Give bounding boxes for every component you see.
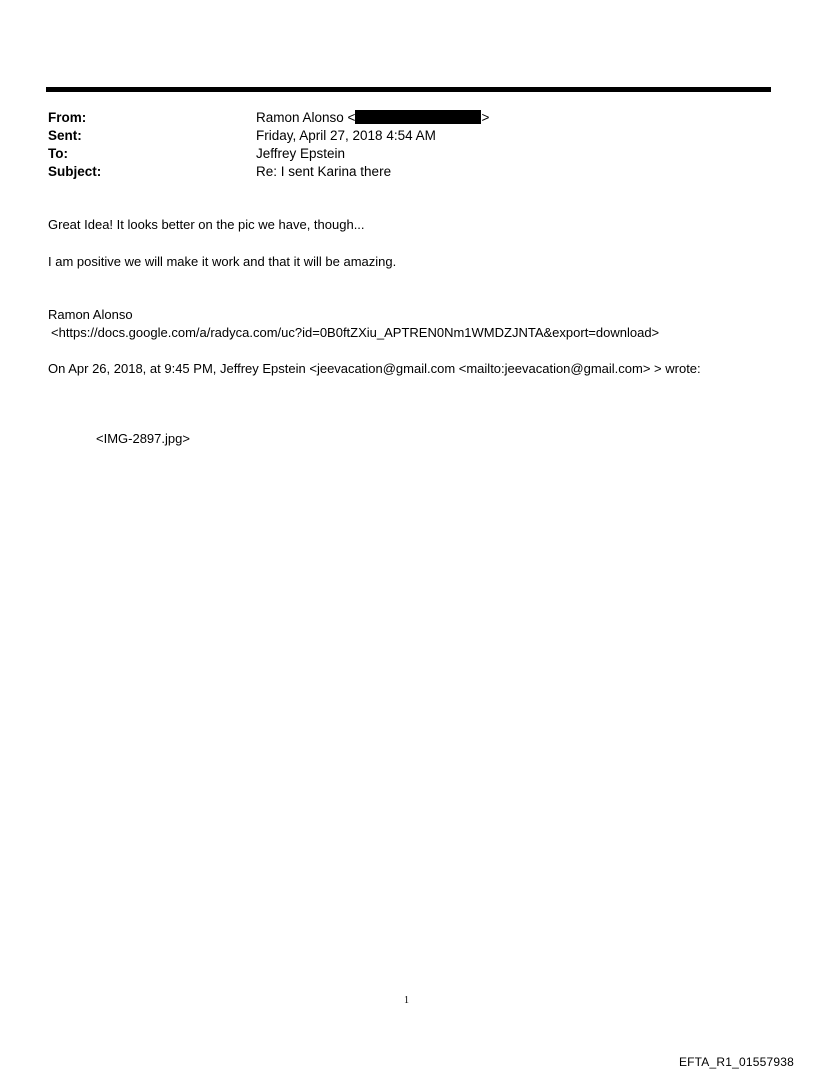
subject-row xyxy=(48,163,768,181)
from-value xyxy=(256,109,489,127)
to-label: To: xyxy=(48,146,68,161)
quote-header: On Apr 26, 2018, at 9:45 PM, Jeffrey Epstein <jeevacation@gmail.com <mailto:jeevacation@gmail.com> > wrote: xyxy=(48,361,701,376)
from-label: From: xyxy=(48,110,87,125)
email-header xyxy=(48,109,768,181)
from-close: > xyxy=(481,110,490,125)
body-line-2: I am positive we will make it work and that it will be amazing. xyxy=(48,254,397,269)
subject-label: Subject: xyxy=(48,164,102,179)
header-divider xyxy=(46,87,771,92)
signature-link[interactable]: <https://docs.google.com/a/radyca.com/uc?id=0B0ftZXiu_APTREN0Nm1WMDZJNTA&export=download> xyxy=(51,325,660,340)
sent-value: Friday, April 27, 2018 4:54 AM xyxy=(256,128,436,143)
from-name: Ramon Alonso < xyxy=(256,110,356,125)
page-number: 1 xyxy=(404,995,409,1006)
attachment-name: <IMG-2897.jpg> xyxy=(96,431,190,446)
from-row xyxy=(48,109,768,127)
body-line-1: Great Idea! It looks better on the pic we have, though... xyxy=(48,217,365,232)
document-id: EFTA_R1_01557938 xyxy=(678,1055,794,1069)
sent-row xyxy=(48,127,768,145)
sent-label: Sent: xyxy=(48,128,82,143)
redaction-block xyxy=(355,110,481,124)
subject-value: Re: I sent Karina there xyxy=(256,164,392,179)
to-row xyxy=(48,145,768,163)
to-value: Jeffrey Epstein xyxy=(256,146,346,161)
signature-name: Ramon Alonso xyxy=(48,307,133,322)
